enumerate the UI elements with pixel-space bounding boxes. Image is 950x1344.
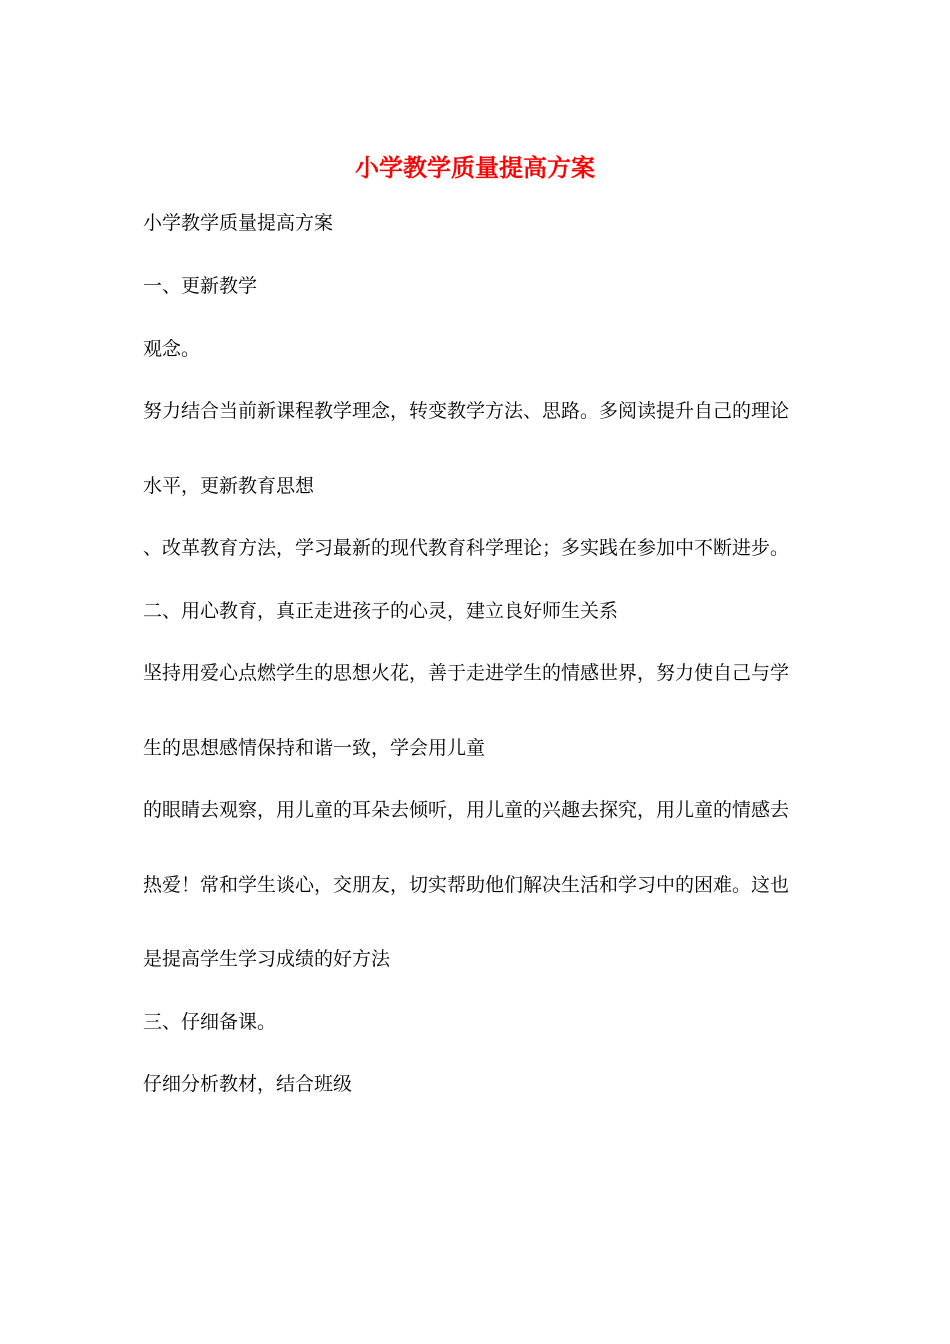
paragraph-line: 、改革教育方法，学习最新的现代教育科学理论；多实践在参加中不断进步。 bbox=[143, 537, 790, 559]
subtitle-line: 小学教学质量提高方案 bbox=[143, 212, 334, 234]
document-title: 小学教学质量提高方案 bbox=[355, 153, 595, 182]
section-heading-2: 二、用心教育，真正走进孩子的心灵，建立良好师生关系 bbox=[143, 600, 619, 622]
paragraph-line: 努力结合当前新课程教学理念，转变教学方法、思路。多阅读提升自己的理论 bbox=[143, 400, 790, 422]
paragraph-line: 生的思想感情保持和谐一致，学会用儿童 bbox=[143, 737, 486, 759]
paragraph-line: 坚持用爱心点燃学生的思想火花，善于走进学生的情感世界，努力使自己与学 bbox=[143, 662, 790, 684]
paragraph-line: 是提高学生学习成绩的好方法 bbox=[143, 948, 391, 970]
paragraph-line: 水平，更新教育思想 bbox=[143, 475, 315, 497]
section-heading-1: 一、更新教学 bbox=[143, 275, 258, 297]
paragraph-line: 热爱！常和学生谈心，交朋友，切实帮助他们解决生活和学习中的困难。这也 bbox=[143, 874, 790, 896]
paragraph-line: 仔细分析教材，结合班级 bbox=[143, 1073, 353, 1095]
section-heading-3: 三、仔细备课。 bbox=[143, 1011, 277, 1033]
paragraph-line: 的眼睛去观察，用儿童的耳朵去倾听，用儿童的兴趣去探究，用儿童的情感去 bbox=[143, 799, 790, 821]
paragraph-line: 观念。 bbox=[143, 338, 201, 360]
